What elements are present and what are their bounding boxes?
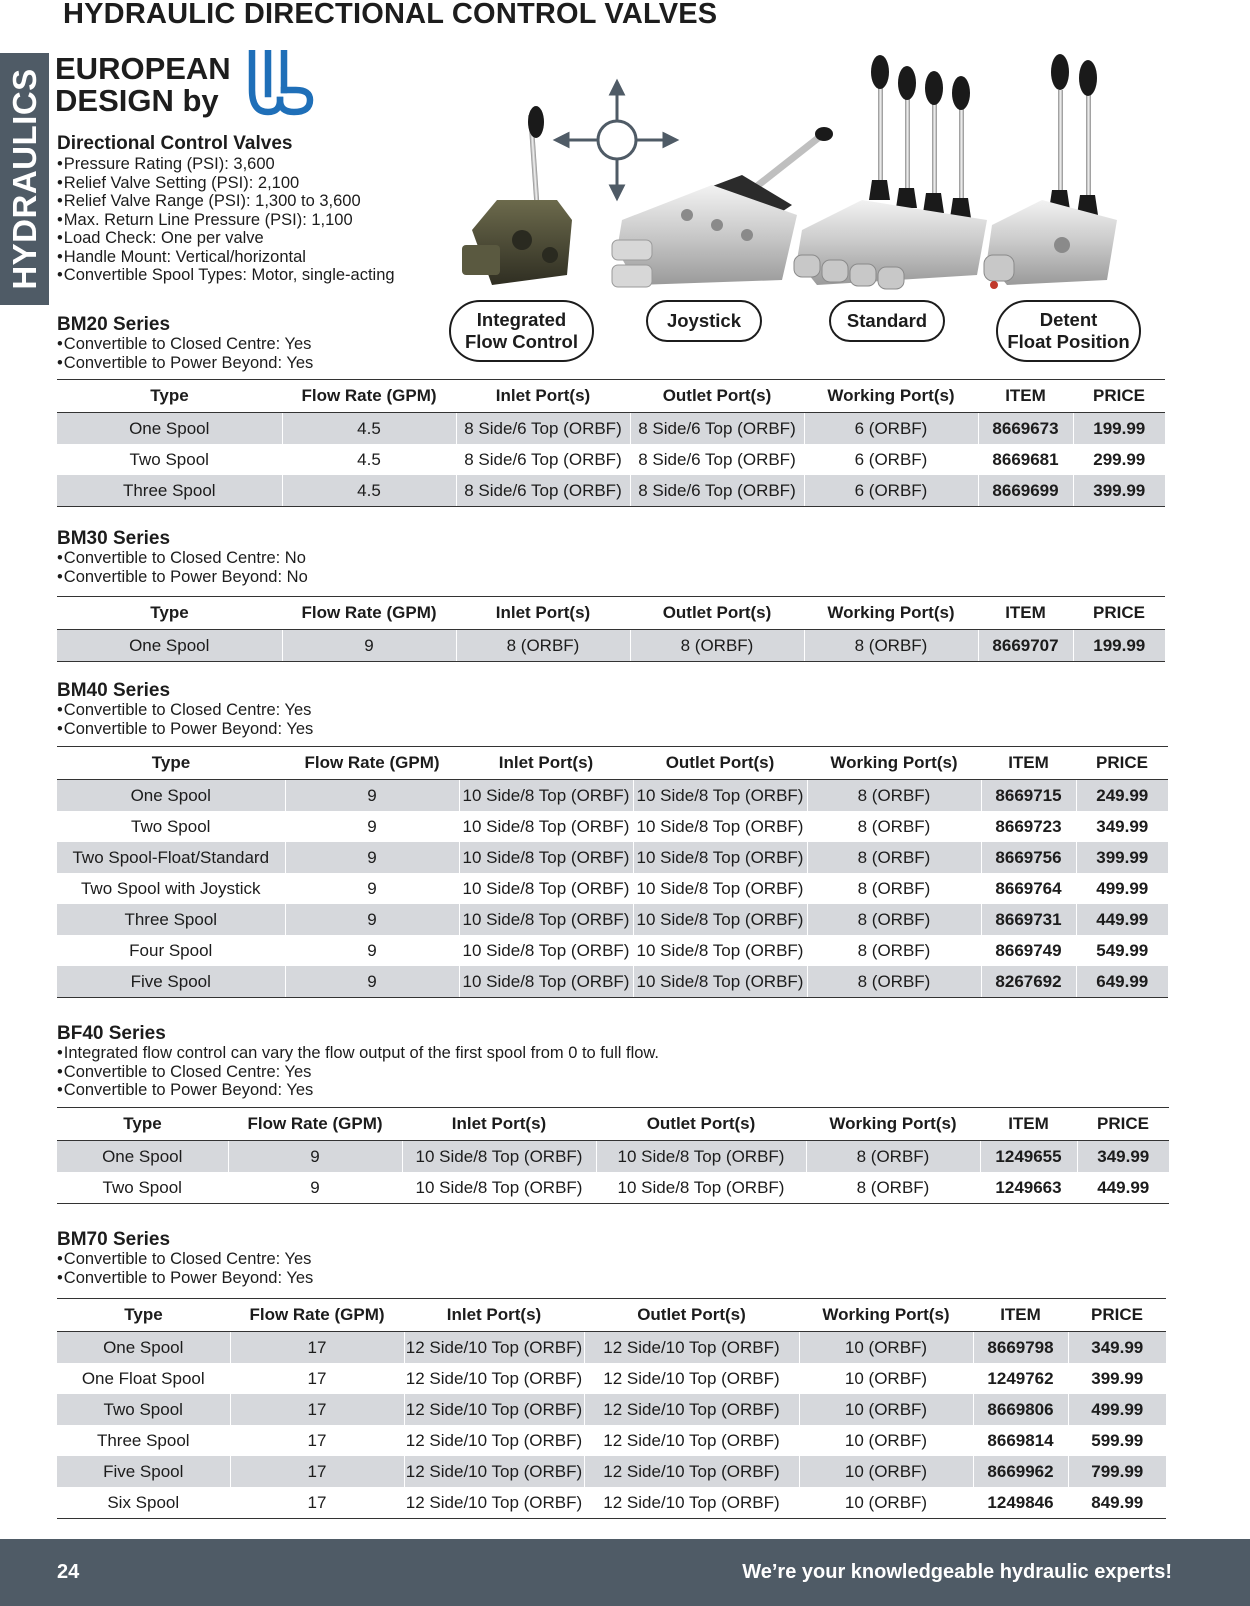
cell-inlet: 12 Side/10 Top (ORBF): [404, 1487, 584, 1519]
series-bullets: [57, 335, 313, 372]
cell-outlet: 8 Side/6 Top (ORBF): [630, 444, 804, 475]
table-row: [57, 1141, 1169, 1173]
cell-working: 8 (ORBF): [807, 780, 981, 812]
cell-type: Five Spool: [57, 1456, 230, 1487]
series-bullets: [57, 701, 313, 738]
col-flow-rate: Flow Rate (GPM): [285, 747, 459, 780]
integrated-flow-valve-image: [462, 106, 572, 285]
table-header-row: [57, 380, 1165, 413]
cell-price: 849.99: [1068, 1487, 1166, 1519]
cell-inlet: 12 Side/10 Top (ORBF): [404, 1456, 584, 1487]
brand-line-2: DESIGN by: [55, 83, 219, 118]
cell-price: 349.99: [1076, 811, 1168, 842]
cell-type: Three Spool: [57, 475, 282, 507]
cell-working: 10 (ORBF): [799, 1456, 973, 1487]
col-working: Working Port(s): [804, 380, 978, 413]
cell-item: 8669681: [978, 444, 1073, 475]
cell-working: 6 (ORBF): [804, 444, 978, 475]
table-header-row: [57, 1299, 1166, 1332]
table-row: [57, 475, 1165, 507]
cell-working: 10 (ORBF): [799, 1363, 973, 1394]
cell-outlet: 10 Side/8 Top (ORBF): [633, 966, 807, 998]
col-inlet: Inlet Port(s): [402, 1108, 596, 1141]
intro-bullets: [57, 155, 457, 285]
cell-item: 8669707: [978, 630, 1073, 662]
col-type: Type: [57, 1108, 228, 1141]
cell-working: 10 (ORBF): [799, 1394, 973, 1425]
cell-price: 199.99: [1073, 630, 1165, 662]
footer-band: [0, 1539, 1250, 1606]
series-title: BM30 Series: [57, 528, 171, 549]
spec-return-pressure: • Max. Return Line Pressure (PSI): 1,100: [57, 211, 457, 230]
cell-outlet: 12 Side/10 Top (ORBF): [584, 1363, 799, 1394]
series-bullet: • Convertible to Power Beyond: Yes: [57, 720, 313, 739]
cell-flow: 9: [285, 780, 459, 812]
cell-price: 299.99: [1073, 444, 1165, 475]
cell-flow: 9: [282, 630, 456, 662]
cell-inlet: 10 Side/8 Top (ORBF): [459, 966, 633, 998]
cell-item: 1249663: [980, 1172, 1077, 1204]
cell-inlet: 8 (ORBF): [456, 630, 630, 662]
cell-outlet: 8 Side/6 Top (ORBF): [630, 475, 804, 507]
cell-item: 1249655: [980, 1141, 1077, 1173]
table-bf40: [57, 1107, 1169, 1204]
col-item: ITEM: [980, 1108, 1077, 1141]
cell-item: 8669723: [981, 811, 1076, 842]
table-row: [57, 1363, 1166, 1394]
table-row: [57, 1394, 1166, 1425]
cell-item: 8669756: [981, 842, 1076, 873]
table-row: [57, 811, 1168, 842]
series-title: BM70 Series: [57, 1229, 171, 1250]
series-bullets: [57, 1250, 313, 1287]
cell-price: 449.99: [1077, 1172, 1169, 1204]
cell-flow: 9: [285, 842, 459, 873]
series-title: BM40 Series: [57, 680, 171, 701]
spec-handle-mount: • Handle Mount: Vertical/horizontal: [57, 248, 457, 267]
cell-price: 449.99: [1076, 904, 1168, 935]
cell-flow: 17: [230, 1487, 404, 1519]
cell-type: Six Spool: [57, 1487, 230, 1519]
cell-inlet: 10 Side/8 Top (ORBF): [402, 1172, 596, 1204]
cell-inlet: 8 Side/6 Top (ORBF): [456, 413, 630, 445]
cell-flow: 9: [285, 811, 459, 842]
col-price: PRICE: [1073, 597, 1165, 630]
cell-flow: 17: [230, 1425, 404, 1456]
cell-outlet: 10 Side/8 Top (ORBF): [596, 1172, 806, 1204]
series-bullet: • Convertible to Power Beyond: Yes: [57, 354, 313, 373]
cell-inlet: 10 Side/8 Top (ORBF): [402, 1141, 596, 1173]
cell-type: One Spool: [57, 630, 282, 662]
cell-outlet: 12 Side/10 Top (ORBF): [584, 1425, 799, 1456]
cell-price: 499.99: [1076, 873, 1168, 904]
intro-block: [57, 133, 457, 285]
bb-logo-icon: [248, 50, 318, 118]
spec-pressure-rating: • Pressure Rating (PSI): 3,600: [57, 155, 457, 174]
cell-item: 8669814: [973, 1425, 1068, 1456]
cell-working: 8 (ORBF): [807, 873, 981, 904]
table-row: [57, 966, 1168, 998]
cell-flow: 9: [285, 904, 459, 935]
cell-inlet: 12 Side/10 Top (ORBF): [404, 1332, 584, 1364]
cell-item: 8669764: [981, 873, 1076, 904]
cell-outlet: 10 Side/8 Top (ORBF): [596, 1141, 806, 1173]
page-title: HYDRAULIC DIRECTIONAL CONTROL VALVES: [63, 0, 718, 30]
cell-working: 8 (ORBF): [806, 1172, 980, 1204]
spec-relief-setting: • Relief Valve Setting (PSI): 2,100: [57, 174, 457, 193]
cell-outlet: 10 Side/8 Top (ORBF): [633, 842, 807, 873]
standard-valve-image: [794, 55, 987, 289]
col-type: Type: [57, 1299, 230, 1332]
table-row: [57, 904, 1168, 935]
series-bm20: [57, 315, 313, 372]
col-item: ITEM: [978, 380, 1073, 413]
cell-flow: 4.5: [282, 444, 456, 475]
table-row: [57, 413, 1165, 445]
cell-price: 599.99: [1068, 1425, 1166, 1456]
cell-type: Two Spool-Float/Standard: [57, 842, 285, 873]
cell-type: Three Spool: [57, 904, 285, 935]
cell-type: Two Spool: [129, 449, 209, 469]
label-joystick: Joystick: [646, 300, 762, 342]
cell-outlet: 10 Side/8 Top (ORBF): [633, 904, 807, 935]
series-bullet: • Convertible to Closed Centre: Yes: [57, 701, 313, 720]
cell-flow: 9: [228, 1172, 402, 1204]
series-title: BF40 Series: [57, 1023, 166, 1044]
product-images: [462, 50, 1152, 295]
footer-tagline: We’re your knowledgeable hydraulic experts!: [742, 1561, 1172, 1583]
cell-item: 8669962: [973, 1456, 1068, 1487]
table-row: [57, 780, 1168, 812]
cell-inlet: 10 Side/8 Top (ORBF): [459, 811, 633, 842]
cell-inlet: 8 Side/6 Top (ORBF): [456, 444, 630, 475]
series-bullet: • Convertible to Closed Centre: No: [57, 549, 308, 568]
table-bm70: [57, 1298, 1166, 1519]
cell-outlet: 12 Side/10 Top (ORBF): [584, 1394, 799, 1425]
col-inlet: Inlet Port(s): [404, 1299, 584, 1332]
cell-working: 10 (ORBF): [799, 1332, 973, 1364]
cell-price: 649.99: [1076, 966, 1168, 998]
brand-heading: [55, 53, 231, 117]
cell-item: 1249846: [973, 1487, 1068, 1519]
label-detent-float-position: Detent Float Position: [996, 300, 1141, 362]
cell-inlet: 10 Side/8 Top (ORBF): [459, 873, 633, 904]
cell-outlet: 10 Side/8 Top (ORBF): [633, 780, 807, 812]
col-type: Type: [57, 597, 282, 630]
col-working: Working Port(s): [799, 1299, 973, 1332]
col-item: ITEM: [978, 597, 1073, 630]
series-bm70: [57, 1230, 313, 1287]
side-tab-label: HYDRAULICS: [5, 68, 43, 290]
cell-outlet: 10 Side/8 Top (ORBF): [633, 873, 807, 904]
col-flow-rate: Flow Rate (GPM): [282, 380, 456, 413]
cell-type: One Spool: [57, 1141, 228, 1173]
col-price: PRICE: [1073, 380, 1165, 413]
series-bullet: • Convertible to Closed Centre: Yes: [57, 1063, 659, 1082]
cell-type: Two Spool with Joystick: [80, 878, 261, 898]
cell-inlet: 10 Side/8 Top (ORBF): [459, 904, 633, 935]
cell-flow: 4.5: [282, 475, 456, 507]
cell-price: 399.99: [1073, 475, 1165, 507]
table-row: [57, 1456, 1166, 1487]
cell-price: 349.99: [1077, 1141, 1169, 1173]
cell-inlet: 10 Side/8 Top (ORBF): [459, 842, 633, 873]
cell-item: 8669749: [981, 935, 1076, 966]
cell-type: One Spool: [57, 780, 285, 812]
cell-outlet: 12 Side/10 Top (ORBF): [584, 1332, 799, 1364]
spec-relief-range: • Relief Valve Range (PSI): 1,300 to 3,600: [57, 192, 457, 211]
col-working: Working Port(s): [806, 1108, 980, 1141]
cell-outlet: 10 Side/8 Top (ORBF): [633, 935, 807, 966]
cell-flow: 17: [230, 1394, 404, 1425]
table-header-row: [57, 597, 1165, 630]
cell-item: 8669806: [973, 1394, 1068, 1425]
series-bm30: [57, 529, 308, 586]
cell-price: 399.99: [1068, 1363, 1166, 1394]
cell-working: 8 (ORBF): [807, 966, 981, 998]
cell-item: 8669715: [981, 780, 1076, 812]
col-outlet: Outlet Port(s): [584, 1299, 799, 1332]
col-outlet: Outlet Port(s): [630, 597, 804, 630]
cell-price: 249.99: [1076, 780, 1168, 812]
table-row: [57, 1332, 1166, 1364]
cell-type: One Float Spool: [81, 1368, 205, 1388]
col-type: Type: [57, 380, 282, 413]
brand-line-1: EUROPEAN: [55, 51, 231, 86]
side-tab: [0, 53, 49, 305]
col-price: PRICE: [1068, 1299, 1166, 1332]
cell-inlet: 12 Side/10 Top (ORBF): [404, 1363, 584, 1394]
cell-outlet: 12 Side/10 Top (ORBF): [584, 1487, 799, 1519]
col-inlet: Inlet Port(s): [459, 747, 633, 780]
cell-type: One Spool: [57, 413, 282, 445]
cell-outlet: 8 Side/6 Top (ORBF): [630, 413, 804, 445]
cell-working: 10 (ORBF): [799, 1425, 973, 1456]
cell-type: One Spool: [57, 1332, 230, 1364]
cell-type: Two Spool: [57, 1172, 228, 1204]
cell-price: 549.99: [1076, 935, 1168, 966]
series-bullets: [57, 549, 308, 586]
col-flow-rate: Flow Rate (GPM): [228, 1108, 402, 1141]
cell-item: 1249762: [973, 1363, 1068, 1394]
series-bullet: • Convertible to Closed Centre: Yes: [57, 335, 313, 354]
cell-price: 499.99: [1068, 1394, 1166, 1425]
detent-float-valve-image: [984, 54, 1117, 289]
series-bullet: • Convertible to Closed Centre: Yes: [57, 1250, 313, 1269]
cell-price: 399.99: [1076, 842, 1168, 873]
col-flow-rate: Flow Rate (GPM): [282, 597, 456, 630]
cell-inlet: 12 Side/10 Top (ORBF): [404, 1425, 584, 1456]
cell-type: Five Spool: [57, 966, 285, 998]
col-outlet: Outlet Port(s): [630, 380, 804, 413]
table-bm40: [57, 746, 1168, 998]
cell-price: 349.99: [1068, 1332, 1166, 1364]
cell-flow: 9: [228, 1141, 402, 1173]
cell-flow: 9: [285, 935, 459, 966]
col-price: PRICE: [1077, 1108, 1169, 1141]
col-type: Type: [57, 747, 285, 780]
intro-heading: Directional Control Valves: [57, 133, 293, 154]
col-inlet: Inlet Port(s): [456, 380, 630, 413]
cell-type: Three Spool: [96, 1430, 190, 1450]
series-bullet: • Convertible to Power Beyond: Yes: [57, 1269, 313, 1288]
cell-flow: 9: [285, 966, 459, 998]
cell-working: 6 (ORBF): [804, 413, 978, 445]
cell-flow: 9: [285, 873, 459, 904]
cell-item: 8669673: [978, 413, 1073, 445]
cell-working: 8 (ORBF): [807, 842, 981, 873]
cell-flow: 17: [230, 1363, 404, 1394]
cell-price: 199.99: [1073, 413, 1165, 445]
cell-working: 6 (ORBF): [804, 475, 978, 507]
series-bf40: [57, 1024, 659, 1100]
table-row: [57, 873, 1168, 904]
col-outlet: Outlet Port(s): [596, 1108, 806, 1141]
table-row: [57, 935, 1168, 966]
col-working: Working Port(s): [804, 597, 978, 630]
series-bullet: • Integrated flow control can vary the flow output of the first spool from 0 to full flow.: [57, 1044, 659, 1063]
col-outlet: Outlet Port(s): [633, 747, 807, 780]
cell-item: 8669731: [981, 904, 1076, 935]
cell-type: Two Spool: [131, 816, 211, 836]
col-flow-rate: Flow Rate (GPM): [230, 1299, 404, 1332]
col-price: PRICE: [1076, 747, 1168, 780]
col-item: ITEM: [973, 1299, 1068, 1332]
table-row: [57, 1425, 1166, 1456]
table-row: [57, 1172, 1169, 1204]
table-bm20: [57, 379, 1165, 507]
valve-illustrations: [462, 50, 1152, 295]
table-header-row: [57, 1108, 1169, 1141]
cell-flow: 4.5: [282, 413, 456, 445]
table-row: [57, 1487, 1166, 1519]
spec-spool-types: • Convertible Spool Types: Motor, single-acting: [57, 266, 457, 285]
series-bm40: [57, 681, 313, 738]
label-integrated-flow-control: Integrated Flow Control: [449, 300, 594, 362]
spec-load-check: • Load Check: One per valve: [57, 229, 457, 248]
col-inlet: Inlet Port(s): [456, 597, 630, 630]
series-title: BM20 Series: [57, 314, 171, 335]
cell-item: 8267692: [981, 966, 1076, 998]
cell-inlet: 8 Side/6 Top (ORBF): [456, 475, 630, 507]
cell-outlet: 10 Side/8 Top (ORBF): [633, 811, 807, 842]
series-bullets: [57, 1044, 659, 1100]
label-standard: Standard: [829, 300, 945, 342]
cell-flow: 17: [230, 1332, 404, 1364]
cell-inlet: 10 Side/8 Top (ORBF): [459, 935, 633, 966]
cell-inlet: 12 Side/10 Top (ORBF): [404, 1394, 584, 1425]
cell-working: 8 (ORBF): [806, 1141, 980, 1173]
table-header-row: [57, 747, 1168, 780]
table-bm30: [57, 596, 1165, 662]
series-bullet: • Convertible to Power Beyond: No: [57, 568, 308, 587]
cell-type: Four Spool: [129, 940, 213, 960]
col-working: Working Port(s): [807, 747, 981, 780]
cell-working: 8 (ORBF): [804, 630, 978, 662]
cell-working: 8 (ORBF): [807, 904, 981, 935]
cell-item: 8669798: [973, 1332, 1068, 1364]
joystick-direction-arrows-icon: [556, 82, 676, 198]
cell-working: 8 (ORBF): [807, 811, 981, 842]
table-row: [57, 842, 1168, 873]
series-bullet: • Convertible to Power Beyond: Yes: [57, 1081, 659, 1100]
page-number: 24: [57, 1561, 80, 1583]
table-row: [57, 630, 1165, 662]
cell-flow: 17: [230, 1456, 404, 1487]
col-item: ITEM: [981, 747, 1076, 780]
cell-price: 799.99: [1068, 1456, 1166, 1487]
cell-outlet: 12 Side/10 Top (ORBF): [584, 1456, 799, 1487]
cell-type: Two Spool: [57, 1394, 230, 1425]
table-row: [57, 444, 1165, 475]
cell-outlet: 8 (ORBF): [630, 630, 804, 662]
cell-inlet: 10 Side/8 Top (ORBF): [459, 780, 633, 812]
cell-item: 8669699: [978, 475, 1073, 507]
cell-working: 8 (ORBF): [807, 935, 981, 966]
cell-working: 10 (ORBF): [799, 1487, 973, 1519]
